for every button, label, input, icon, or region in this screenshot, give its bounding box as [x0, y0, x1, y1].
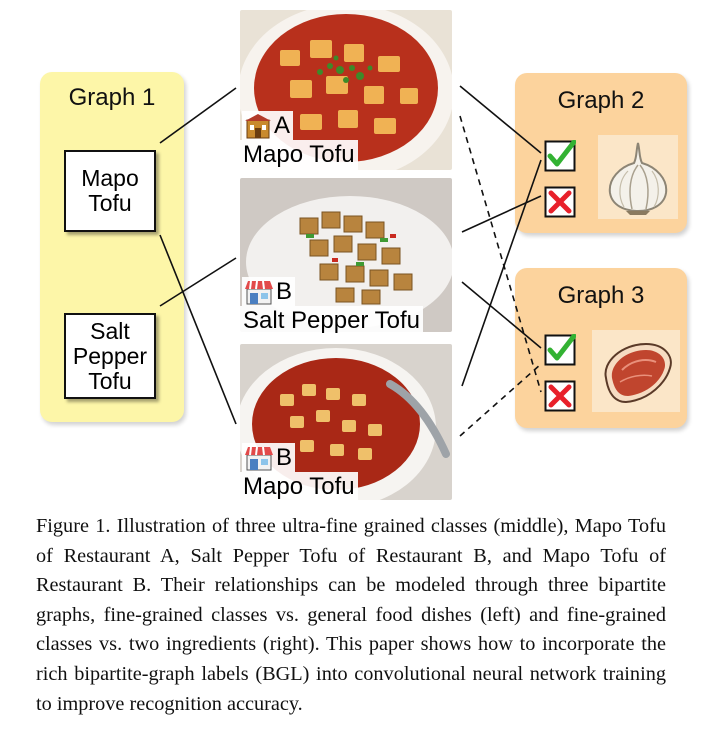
graph-1-title: Graph 1 [68, 84, 156, 111]
dish-2-name: Salt Pepper Tofu [240, 306, 423, 336]
dish-1-restaurant-letter: A [274, 112, 291, 139]
edge-dish2-g3-check [462, 282, 541, 348]
edge-dish1-g3-cross [460, 116, 541, 392]
graph-1-node-mapo-tofu: Mapo Tofu [64, 150, 156, 232]
edge-dish3-g3-cross [460, 364, 541, 436]
edge-g1-mapo-dish1 [160, 88, 236, 143]
dish-3-restaurant-letter: B [276, 444, 293, 471]
dish-2-restaurant-letter: B [276, 278, 293, 305]
graph-2-title: Graph 2 [557, 87, 645, 114]
dish-1-name: Mapo Tofu [240, 140, 358, 170]
edge-dish1-g2-check [460, 86, 541, 153]
figure-caption: Figure 1. Illustration of three ultra-fine grained classes (middle), Mapo Tofu of Restaurant A, Salt Pepper Tofu of Restaurant B, and Mapo Tofu of Restaurant B. Their relationships can be modeled through three bipartite graphs, fine-grained classes vs. general food dishes (left) and fine-grained classes vs. two ingredients (right). This paper shows how to incorporate the rich bipartite-graph labels (BGL) into convolutional neural network training to improve recognition accuracy. [36, 515, 666, 715]
dish-3-name: Mapo Tofu [240, 472, 358, 502]
edge-g1-mapo-dish3 [160, 235, 236, 424]
graph-3-title: Graph 3 [557, 282, 645, 309]
graph-1-node-salt-pepper-tofu: Salt Pepper Tofu [64, 313, 156, 399]
edge-dish2-g2-cross [462, 196, 541, 232]
